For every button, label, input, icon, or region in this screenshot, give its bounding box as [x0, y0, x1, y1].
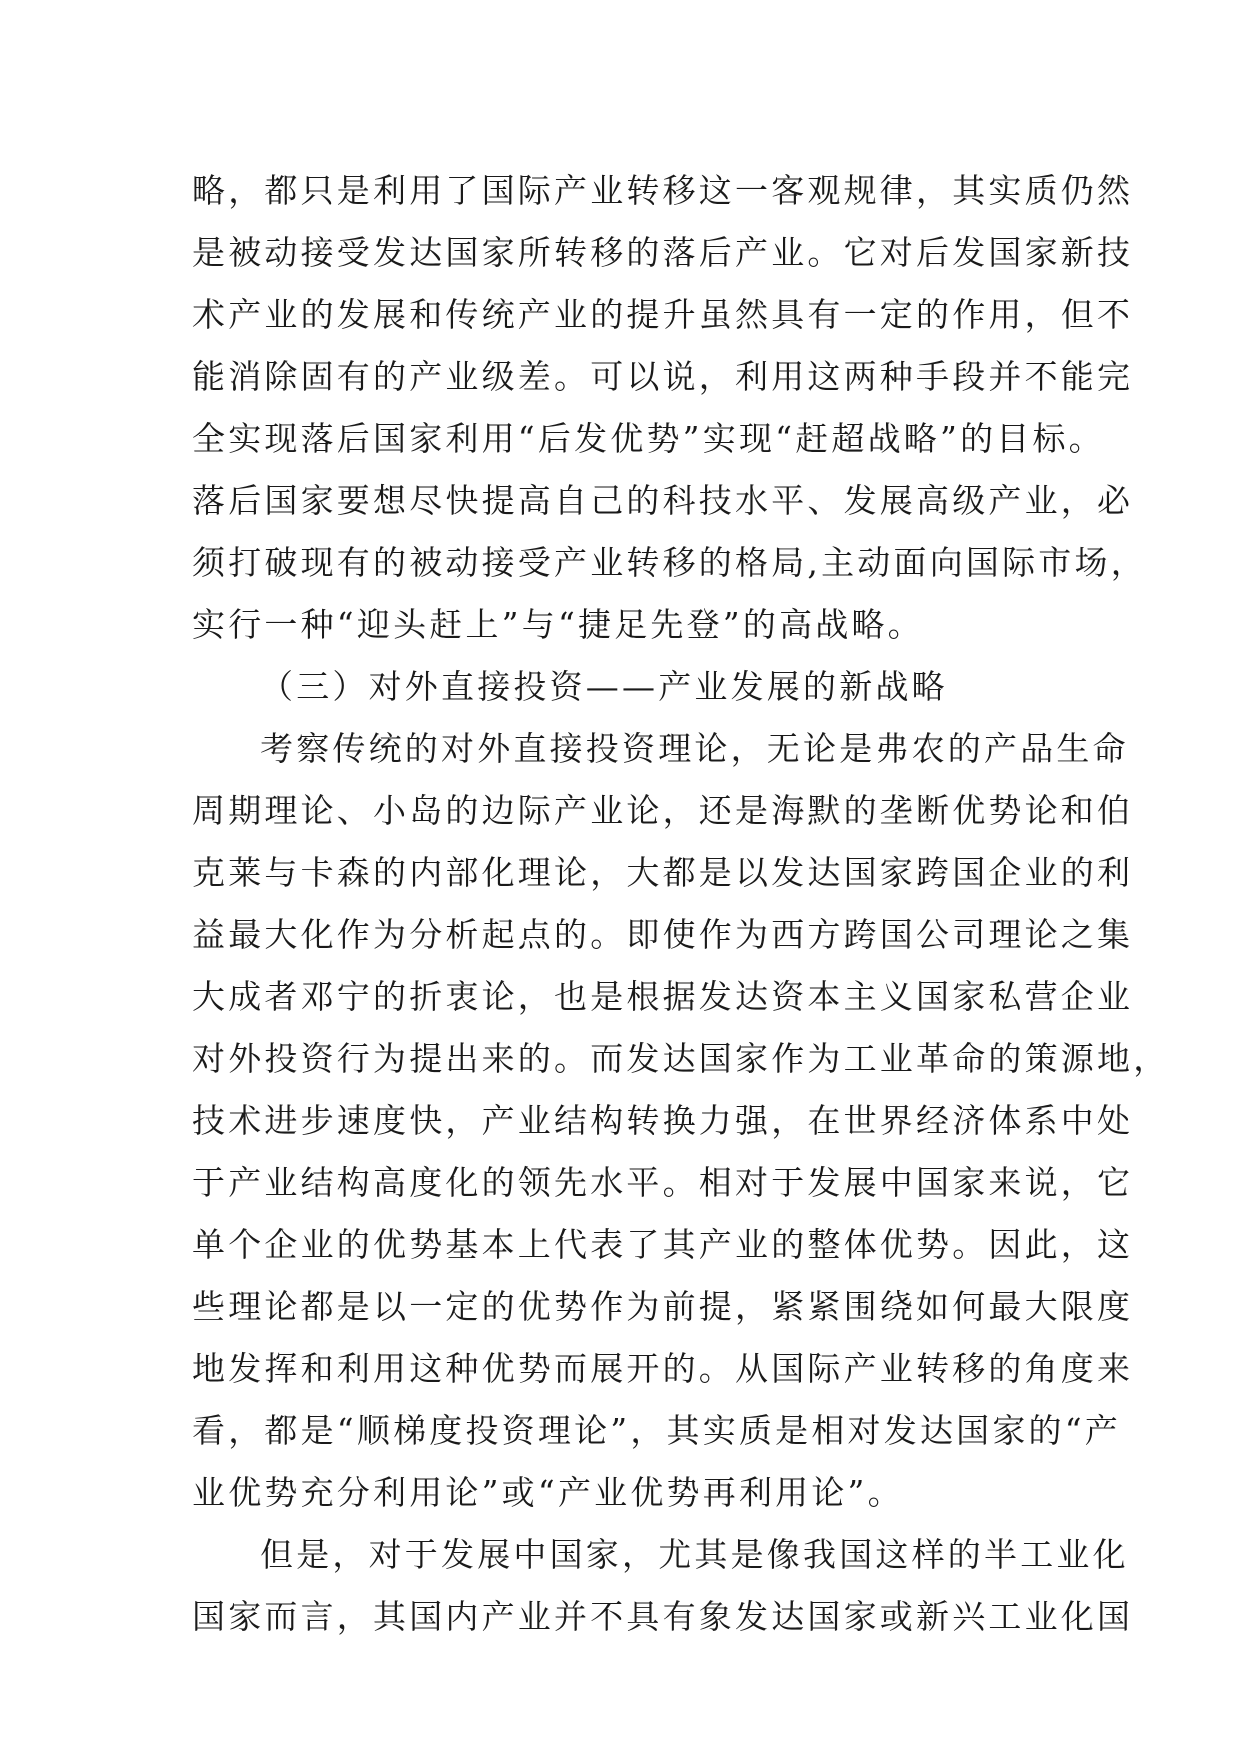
- text-line: 能消除固有的产业级差。可以说，利用这两种手段并不能完: [192, 357, 1134, 396]
- document-body: [192, 160, 1170, 1648]
- text-line: 实行一种“迎头赶上”与“捷足先登”的高战略。: [192, 605, 924, 644]
- text-line: 大成者邓宁的折衷论，也是根据发达资本主义国家私营企业: [192, 977, 1134, 1016]
- text-line: 看，都是“顺梯度投资理论”，其实质是相对发达国家的“产: [192, 1411, 1122, 1450]
- text-line: 益最大化作为分析起点的。即使作为西方跨国公司理论之集: [192, 915, 1134, 954]
- text-line: 但是，对于发展中国家，尤其是像我国这样的半工业化: [260, 1535, 1129, 1574]
- text-line: 术产业的发展和传统产业的提升虽然具有一定的作用，但不: [192, 295, 1134, 334]
- text-line: 业优势充分利用论”或“产业优势再利用论”。: [192, 1473, 904, 1512]
- text-line: 全实现落后国家利用“后发优势”实现“赶超战略”的目标。: [192, 419, 1105, 458]
- text-line: 些理论都是以一定的优势作为前提，紧紧围绕如何最大限度: [192, 1287, 1134, 1326]
- text-line: 略，都只是利用了国际产业转移这一客观规律，其实质仍然: [192, 171, 1134, 210]
- text-line: 须打破现有的被动接受产业转移的格局,主动面向国际市场，: [192, 543, 1147, 582]
- text-line: 考察传统的对外直接投资理论，无论是弗农的产品生命: [260, 729, 1129, 768]
- text-line: 技术进步速度快，产业结构转换力强，在世界经济体系中处: [192, 1101, 1134, 1140]
- text-line: 地发挥和利用这种优势而展开的。从国际产业转移的角度来: [192, 1349, 1134, 1388]
- text-line: 是被动接受发达国家所转移的落后产业。它对后发国家新技: [192, 233, 1134, 272]
- section-heading: （三）对外直接投资——产业发展的新战略: [260, 667, 948, 706]
- text-line: 周期理论、小岛的边际产业论，还是海默的垄断优势论和伯: [192, 791, 1134, 830]
- text-line: 克莱与卡森的内部化理论，大都是以发达国家跨国企业的利: [192, 853, 1134, 892]
- text-line: 对外投资行为提出来的。而发达国家作为工业革命的策源地，: [192, 1039, 1170, 1078]
- text-line: 于产业结构高度化的领先水平。相对于发展中国家来说，它: [192, 1163, 1134, 1202]
- text-line: 国家而言，其国内产业并不具有象发达国家或新兴工业化国: [192, 1597, 1134, 1636]
- text-line: 落后国家要想尽快提高自己的科技水平、发展高级产业，必: [192, 481, 1134, 520]
- text-line: 单个企业的优势基本上代表了其产业的整体优势。因此，这: [192, 1225, 1134, 1264]
